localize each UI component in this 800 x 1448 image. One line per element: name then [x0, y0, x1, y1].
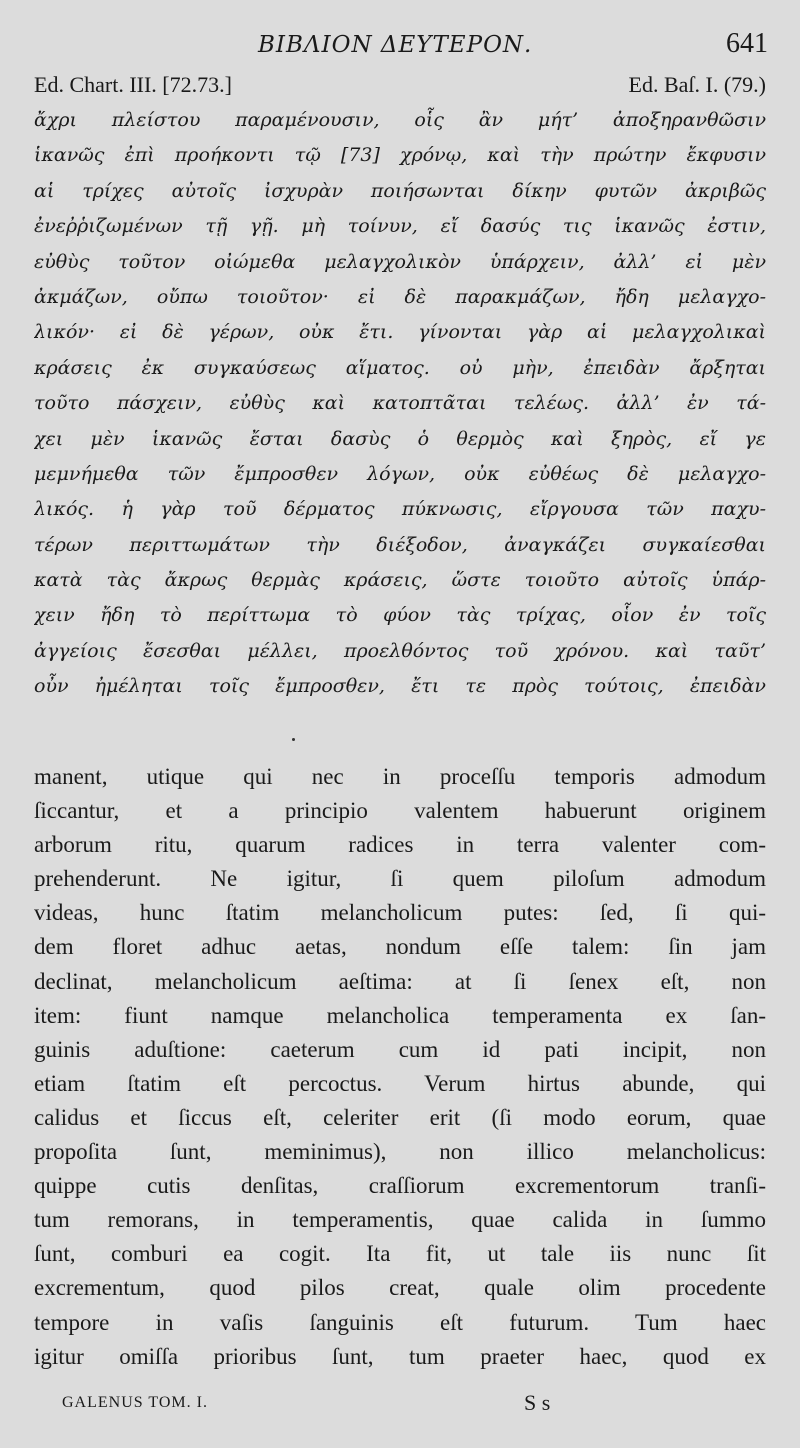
separator-dot	[292, 738, 295, 741]
latin-line: videas, hunc ſtatim melancholicum putes: ſed, ſi qui-	[34, 900, 766, 926]
greek-line: τέρων περιττωμάτων τὴν διέξοδον, ἀναγκάζει συγκαίεσθαι	[34, 533, 766, 556]
latin-line: tempore in vaſis ſanguinis eſt futurum. Tum haec	[34, 1309, 766, 1335]
latin-line: item: fiunt namque melancholica temperamenta ex ſan-	[34, 1002, 766, 1028]
greek-line: ἐνεῤῥιζωμένων τῇ γῇ. μὴ τοίνυν, εἴ δασύς τις ἱκανῶς ἐστιν,	[34, 215, 766, 238]
latin-line: tum remorans, in temperamentis, quae calida in ſummo	[34, 1207, 766, 1233]
latin-line: ſunt, comburi ea cogit. Ita fit, ut tale iis nunc ſit	[34, 1241, 766, 1267]
page-footer	[62, 1390, 762, 1420]
edition-references	[34, 72, 766, 100]
greek-line: λικός. ἡ γὰρ τοῦ δέρματος πύκνωσις, εἴργουσα τῶν παχυ-	[34, 498, 766, 521]
latin-line: etiam ſtatim eſt percoctus. Verum hirtus abunde, qui	[34, 1070, 766, 1096]
running-head	[0, 28, 800, 64]
greek-line: οὖν ἠμέληται τοῖς ἔμπροσθεν, ἔτι τε πρὸς τούτοις, ἐπειδὰν	[34, 675, 766, 698]
latin-line: ſiccantur, et a principio valentem habuerunt originem	[34, 798, 766, 824]
page-number: 641	[726, 28, 768, 59]
edition-reference-right: Ed. Baſ. I. (79.)	[628, 72, 766, 97]
latin-line: guinis aduſtione: caeterum cum id pati incipit, non	[34, 1036, 766, 1062]
greek-line: ἀγγείοις ἔσεσθαι μέλλει, προελθόντος τοῦ χρόνου. καὶ ταῦτ’	[34, 639, 766, 662]
footer-signature-title: GALENUS TOM. I.	[62, 1394, 208, 1411]
latin-line: quippe cutis denſitas, craſſiorum excrementorum tranſi-	[34, 1173, 766, 1199]
greek-line: κράσεις ἐκ συγκαύσεως αἵματος. οὐ μὴν, ἐπειδὰν ἄρξηται	[34, 356, 766, 379]
latin-line: excrementum, quod pilos creat, quale olim procedente	[34, 1275, 766, 1301]
footer-signature-mark: S s	[524, 1390, 551, 1415]
greek-line: χει μὲν ἱκανῶς ἔσται δασὺς ὁ θερμὸς καὶ ξηρὸς, εἴ γε	[34, 427, 766, 450]
greek-line: τοῦτο πάσχειν, εὐθὺς καὶ κατοπτᾶται τελέως. ἀλλ’ ἐν τά-	[34, 392, 766, 415]
latin-line: propoſita ſunt, meminimus), non illico melancholicus:	[34, 1139, 766, 1165]
latin-line: igitur omiſſa prioribus ſunt, tum praeter haec, quod ex	[34, 1343, 766, 1369]
latin-line: arborum ritu, quarum radices in terra valenter com-	[34, 832, 766, 858]
greek-line: αἱ τρίχες αὐτοῖς ἰσχυρὰν ποιήσωνται δίκην φυτῶν ἀκριβῶς	[34, 179, 766, 202]
greek-line: λικόν· εἰ δὲ γέρων, οὐκ ἔτι. γίνονται γὰρ αἱ μελαγχολικαὶ	[34, 321, 766, 344]
latin-text-block	[34, 760, 766, 1374]
latin-line: manent, utique qui nec in proceſſu temporis admodum	[34, 764, 766, 789]
greek-line: κατὰ τὰς ἄκρως θερμὰς κράσεις, ὥστε τοιοῦτο αὐτοῖς ὑπάρ-	[34, 569, 766, 592]
greek-line: χειν ἤδη τὸ περίττωμα τὸ φύον τὰς τρίχας, οἷον ἐν τοῖς	[34, 604, 766, 627]
latin-line: declinat, melancholicum aeſtima: at ſi ſenex eſt, non	[34, 968, 766, 994]
greek-text-block	[34, 103, 766, 705]
greek-line: ἀκμάζων, οὔπω τοιοῦτον· εἰ δὲ παρακμάζων, ἤδη μελαγχο-	[34, 285, 766, 308]
latin-line: dem floret adhuc aetas, nondum eſſe talem: ſin jam	[34, 934, 766, 960]
greek-line: ἱκανῶς ἐπὶ προήκοντι τῷ [73] χρόνῳ, καὶ τὴν πρώτην ἔκφυσιν	[34, 144, 766, 167]
greek-line: ἄχρι πλείστου παραμένουσιν, οἷς ἂν μήτ’ ἀποξηρανθῶσιν	[34, 109, 766, 131]
latin-line: prehenderunt. Ne igitur, ſi quem piloſum admodum	[34, 866, 766, 892]
latin-line: calidus et ſiccus eſt, celeriter erit (ſi modo eorum, quae	[34, 1104, 766, 1130]
greek-line: εὐθὺς τοῦτον οἰώμεθα μελαγχολικὸν ὑπάρχειν, ἀλλ’ εἰ μὲν	[34, 250, 766, 273]
running-title: ΒΙΒΛΙΟΝ ΔΕΥΤΕΡΟΝ.	[258, 32, 533, 58]
edition-reference-left: Ed. Chart. III. [72.73.]	[34, 72, 232, 97]
greek-line: μεμνήμεθα τῶν ἔμπροσθεν λόγων, οὐκ εὐθέως δὲ μελαγχο-	[34, 462, 766, 485]
